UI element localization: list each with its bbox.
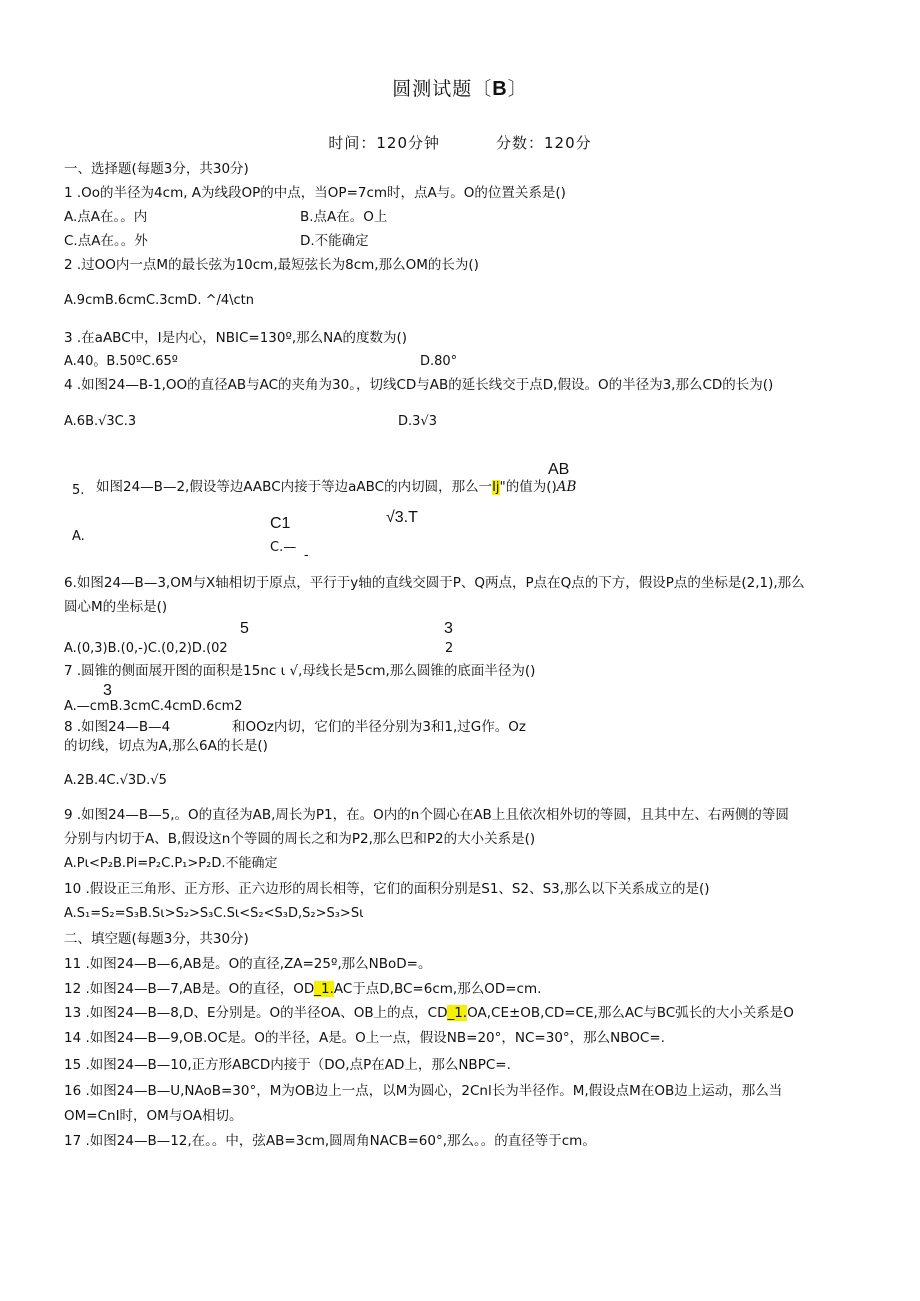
q4-option-d: D.3√3	[398, 414, 437, 429]
q5-highlight: Ij	[492, 480, 500, 495]
question-16-line-1: 16 .如图24—B—U,NAoB=30°，M为OB边上一点，以M为圆心，2Cnl长为半径作。M,假设点M在OB边上运动，那么当	[64, 1083, 783, 1099]
q5-option-a: A.	[72, 529, 85, 544]
q5-option-c: C.—	[270, 540, 297, 555]
q9-options: A.Pι<P₂B.Pi=P₂C.P₁>P₂D.不能确定	[64, 856, 278, 871]
title-close: 〕	[507, 78, 528, 100]
question-2: 2 .过OO内一点M的最长弦为10cm,最短弦长为8cm,那么OM的长为()	[64, 257, 479, 273]
q4-options-abc: A.6B.√3C.3	[64, 414, 137, 429]
question-8-line-2: 的切线，切点为A,那么6A的长是()	[64, 738, 268, 754]
question-6-line-2: 圆心M的坐标是()	[64, 599, 168, 615]
q5-number: 5.	[72, 483, 85, 498]
q1-option-b: B.点A在。O上	[300, 209, 388, 225]
q6-fraction-two: 2	[445, 641, 454, 656]
question-13	[64, 1004, 794, 1022]
title-text: 圆测试题〔	[392, 78, 493, 100]
q1-option-a: A.点A在。。内	[64, 209, 148, 225]
q12-text-a: 12 .如图24—B—7,AB是。O的直径，OD	[64, 981, 315, 997]
question-3: 3 .在aABC中，I是内心，NBIC=130º,那么NA的度数为()	[64, 330, 407, 346]
q13-highlight: _1.	[447, 1005, 468, 1021]
q5-sqrt-label: √3.T	[386, 509, 418, 526]
question-8-b: 和OOz内切，它们的半径分别为3和1,过G作。Oz	[232, 719, 526, 735]
q6-fraction-five: 5	[240, 620, 249, 637]
section-heading-choice: 一、选择题(每题3分，共30分)	[64, 161, 249, 177]
question-6-line-1: 6.如图24—B—3,OM与X轴相切于原点，平行于y轴的直线交圆于P、Q两点，P点在Q点的下方，假设P点的坐标是(2,1),那么	[64, 575, 805, 591]
question-5	[96, 478, 576, 497]
q7-fraction-three: 3	[103, 682, 112, 699]
question-4: 4 .如图24—B-1,OO的直径AB与AC的夹角为30。，切线CD与AB的延长线交于点D,假设。O的半径为3,那么CD的长为()	[64, 377, 774, 393]
question-11: 11 .如图24—B—6,AB是。O的直径,ZA=25º,那么NBoD=。	[64, 956, 432, 972]
q6-options: A.(0,3)B.(0,-)C.(0,2)D.(02	[64, 641, 228, 656]
title-letter: B	[492, 78, 508, 100]
q12-text-b: AC于点D,BC=6cm,那么OD=cm.	[333, 981, 542, 997]
question-17: 17 .如图24—B—12,在。。中，弦AB=3cm,圆周角NACB=60°,那么。。的直径等于cm。	[64, 1133, 596, 1149]
question-10: 10 .假设正三角形、正方形、正六边形的周长相等，它们的面积分别是S1、S2、S3,那么以下关系成立的是()	[64, 881, 710, 897]
page-title	[0, 74, 920, 101]
q7-options: A.—cmB.3cmC.4cmD.6cm2	[64, 699, 243, 714]
question-16-line-2: OM=CnI时，OM与OA相切。	[64, 1108, 243, 1124]
exam-info	[0, 132, 920, 153]
q1-option-c: C.点A在。。外	[64, 233, 148, 249]
q3-options-abc: A.40。B.50ºC.65º	[64, 354, 178, 369]
q5-dash: -	[304, 548, 309, 563]
time-info: 时间：120分钟	[328, 134, 440, 152]
score-info: 分数：120分	[496, 134, 592, 152]
q5-fraction-top-text: AB	[548, 461, 570, 478]
q12-highlight: _1.	[314, 981, 334, 997]
q13-text-a: 13 .如图24—B—8,D、E分别是。O的半径OA、OB上的点，CD	[64, 1005, 448, 1021]
q5-tail: AB	[556, 479, 577, 495]
q2-options: A.9cmB.6cmC.3cmD. ^/4\ctn	[64, 293, 254, 308]
q6-fraction-three: 3	[444, 620, 453, 637]
section-heading-fill: 二、填空题(每题3分，共30分)	[64, 931, 249, 947]
question-9-line-2: 分别与内切于A、B,假设这n个等圆的周长之和为P2,那么巴和P2的大小关系是()	[64, 831, 536, 847]
q3-option-d: D.80°	[420, 354, 458, 369]
q5-fraction-top	[548, 461, 569, 479]
q8-options: A.2B.4C.√3D.√5	[64, 773, 167, 788]
question-8-a: 8 .如图24—B—4	[64, 719, 171, 735]
question-12	[64, 980, 541, 998]
q10-options: A.S₁=S₂=S₃B.Sι>S₂>S₃C.Sι<S₂<S₃D,S₂>S₃>Sι	[64, 906, 364, 921]
question-14: 14 .如图24—B—9,OB.OC是。O的半径，A是。O上一点，假设NB=20°，NC=30°，那么NBOC=.	[64, 1030, 665, 1046]
q5-text-b: "的值为()	[499, 479, 557, 495]
q1-option-d: D.不能确定	[300, 233, 369, 249]
question-1: 1 .Oo的半径为4cm, A为线段OP的中点，当OP=7cm时，点A与。O的位置关系是()	[64, 185, 566, 201]
q5-text-a: 如图24—B—2,假设等边AABC内接于等边aABC的内切圆，那么一	[96, 479, 493, 495]
question-15: 15 .如图24—B—10,正方形ABCD内接于（DO,点P在AD上，那么NBPC=.	[64, 1057, 511, 1073]
q5-c1: C1	[270, 515, 291, 532]
question-7: 7 .圆锥的侧面展开图的面积是15nc ι √,母线长是5cm,那么圆锥的底面半径为()	[64, 663, 536, 679]
question-9-line-1: 9 .如图24—B—5,。O的直径为AB,周长为P1，在。O内的n个圆心在AB上且依次相外切的等圆，且其中左、右两侧的等圆	[64, 807, 789, 823]
q13-text-b: OA,CE±OB,CD=CE,那么AC与BC弧长的大小关系是O	[467, 1005, 794, 1021]
